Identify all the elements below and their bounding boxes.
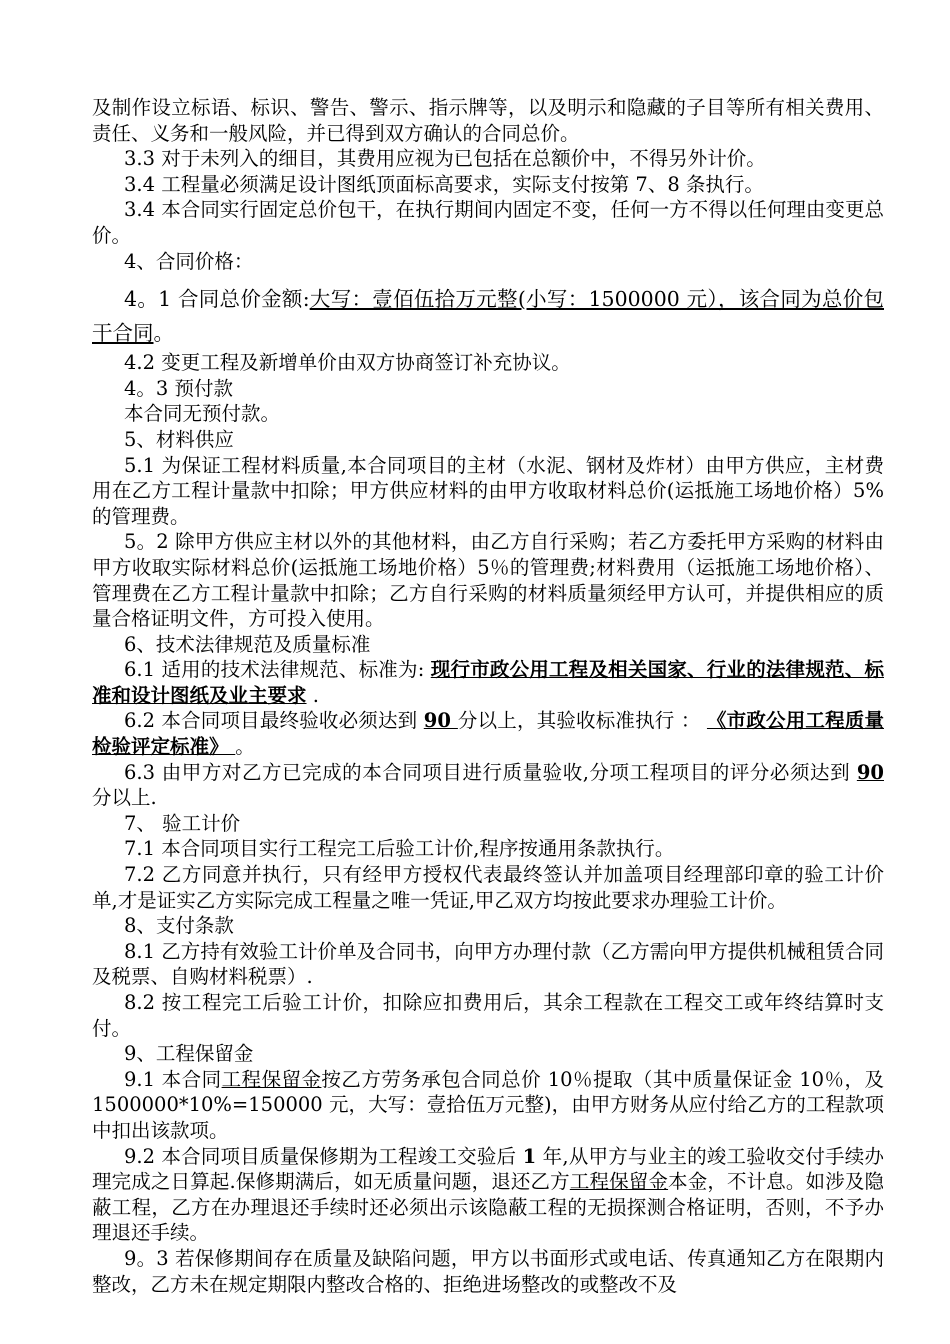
- text-run: 6.2 本合同项目最终验收必须达到: [124, 709, 424, 733]
- clause-9-1: [92, 1067, 884, 1144]
- retention-money-term: 工程保留金: [221, 1067, 322, 1091]
- clause-6-1: [92, 657, 884, 708]
- clause-5-1: 5.1 为保证工程材料质量,本合同项目的主材（水泥、钢材及炸材）由甲方供应，主材费用在乙方工程计量款中扣除；甲方供应材料的由甲方收取材料总价(运抵施工场地价格）5%的管理费。: [92, 453, 884, 528]
- clause-6-3: [92, 760, 884, 811]
- contract-amount-underlined: 大写：壹佰伍拾万元整(小写：1500000 元），该合同为总价包干合同: [92, 287, 884, 346]
- text-run: 4。1 合同总价金额:: [124, 287, 310, 312]
- clause-4-2: 4.2 变更工程及新增单价由双方协商签订补充协议。: [124, 351, 571, 375]
- clause-8-2: 8.2 按工程完工后验工计价，扣除应扣费用后，其余工程款在工程交工或年终结算时支付。: [92, 991, 884, 1040]
- section-8-heading: 8、支付条款: [124, 914, 234, 938]
- section-5-heading: 5、材料供应: [124, 427, 234, 451]
- clause-7-1: 7.1 本合同项目实行工程完工后验工计价,程序按通用条款执行。: [124, 837, 675, 861]
- paragraph: 及制作设立标语、标识、警告、警示、指示牌等，以及明示和隐藏的子目等所有相关费用、责任、义务和一般风险，并已得到双方确认的合同总价。: [92, 96, 884, 145]
- section-9-heading: 9、工程保留金: [124, 1042, 254, 1066]
- standards-underlined: 现行市政公用工程及相关国家、行业的法律规范、标准和设计图纸及业主要求: [92, 658, 884, 707]
- section-7-heading: 7、 验工计价: [124, 811, 241, 835]
- clause-3-4-quantity: 3.4 工程量必须满足设计图纸顶面标高要求，实际支付按第 7、8 条执行。: [124, 172, 764, 196]
- document-page: [92, 95, 884, 1297]
- text-run: 6.1 适用的技术法律规范、标准为:: [124, 658, 431, 682]
- text-run: 分以上.: [92, 786, 157, 810]
- text-run: 按乙方劳务承包合同总价 10％提取（其中质量保证金 10％，及 1500000*10%=150000 元，大写：壹拾伍万元整)，由甲方财务从应付给乙方的工程款项中扣出该款项。: [92, 1067, 884, 1142]
- clause-3-4-fixed-price: 3.4 本合同实行固定总价包干，在执行期间内固定不变，任何一方不得以任何理由变更总价。: [92, 198, 884, 247]
- warranty-years: 1: [522, 1144, 537, 1168]
- quality-standard-title: 《市政公用工程质量检验评定标准》: [92, 709, 884, 759]
- clause-8-1: 8.1 乙方持有效验工计价单及合同书，向甲方办理付款（乙方需向甲方提供机械租赁合同及税票、自购材料税票）.: [92, 939, 884, 989]
- text-run: 本金，不计息。如涉及隐蔽工程，乙方在办理退还手续时还必须出示该隐蔽工程的无损探测合格证明，否则，不予办理退还手续。: [92, 1170, 884, 1245]
- text-run: 。: [153, 321, 174, 346]
- clause-7-2: 7.2 乙方同意并执行，只有经甲方授权代表最终签认并加盖项目经理部印章的验工计价单,才是证实乙方实际完成工程量之唯一凭证,甲乙双方均按此要求办理验工计价。: [92, 863, 884, 912]
- clause-5-2: 5。2 除甲方供应主材以外的其他材料，由乙方自行采购；若乙方委托甲方采购的材料由甲方收取实际材料总价(运抵施工场地价格）5％的管理费;材料费用（运抵施工场地价格）、管理费在乙方工程计量款中扣除；乙方自行采购的材料质量须经甲方认可，并提供相应的质量合格证明文件，方可投入使用。: [92, 530, 884, 631]
- text-run: .: [306, 683, 319, 707]
- clause-4-1-contract-amount: [92, 282, 884, 350]
- clause-6-2: [92, 708, 884, 759]
- text-run: 9.2 本合同项目质量保修期为工程竣工交验后: [124, 1144, 523, 1168]
- no-advance-payment: 本合同无预付款。: [124, 402, 281, 426]
- clause-9-3: 9。3 若保修期间存在质量及缺陷问题，甲方以书面形式或电话、传真通知乙方在限期内整改，乙方未在规定期限内整改合格的、拒绝进场整改的或整改不及: [92, 1246, 884, 1296]
- text-run: 6.3 由甲方对乙方已完成的本合同项目进行质量验收,分项工程项目的评分必须达到: [124, 760, 857, 784]
- text-run: 年,从甲方与业主的竣工验收交付手续办理完成之日算起.保修期满后，如无质量问题，退还乙方: [92, 1144, 884, 1194]
- clause-3-3: 3.3 对于未列入的细目，其费用应视为已包括在总额价中，不得另外计价。: [124, 147, 766, 171]
- text-run: 9.1 本合同: [124, 1067, 222, 1091]
- section-4-heading: 4、合同价格：: [124, 249, 254, 273]
- text-run: 。: [235, 735, 255, 759]
- score-90: 90: [423, 709, 458, 733]
- retention-money-term: 工程保留金: [569, 1170, 669, 1194]
- clause-4-3-heading: 4。3 预付款: [124, 376, 234, 400]
- score-90: 90: [856, 760, 884, 784]
- text-run: 分以上，其验收标准执行 ：: [457, 709, 707, 733]
- section-6-heading: 6、技术法律规范及质量标准: [124, 632, 371, 656]
- clause-9-2: [92, 1144, 884, 1246]
